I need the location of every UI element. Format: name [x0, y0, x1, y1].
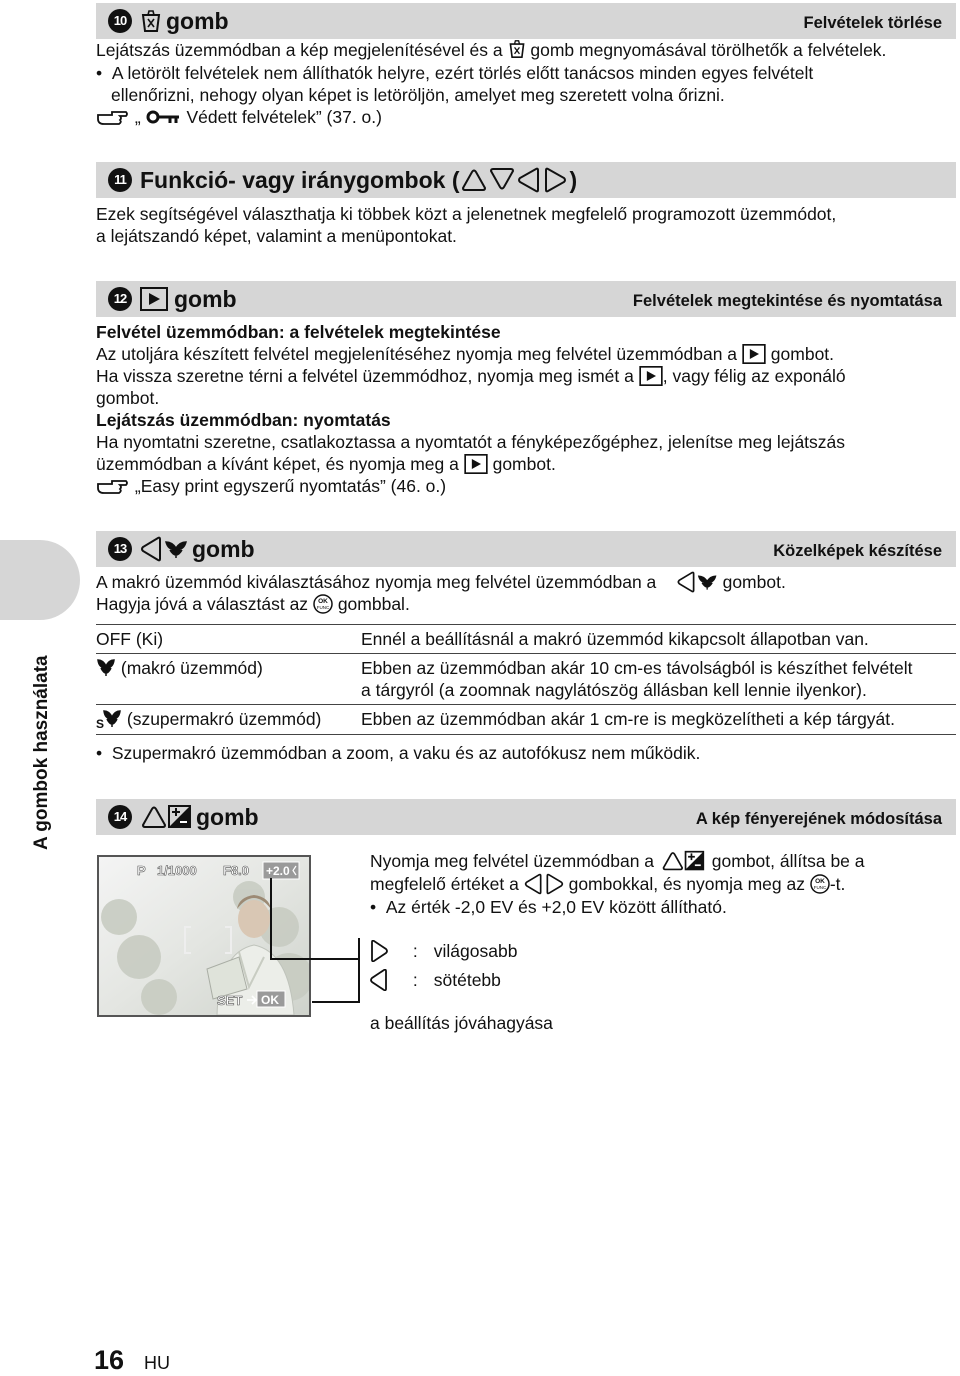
page-number: 16 — [94, 1345, 125, 1375]
subheading: Lejátszás üzemmódban: nyomtatás — [96, 410, 391, 430]
paragraph: üzemmódban a kívánt képet, és nyomja meg a gombot. — [96, 454, 556, 474]
confirm-caption: a beállítás jóváhagyása — [370, 1013, 553, 1033]
section-title: Funkció- vagy iránygombok ( ) — [140, 167, 578, 193]
left-arrow-macro-icon — [676, 571, 718, 593]
table-rule — [96, 704, 956, 705]
paragraph: a lejátszandó képet, valamint a menüpontokat. — [96, 226, 457, 246]
paragraph: A makró üzemmód kiválasztásához nyomja meg felvétel üzemmódban a gombot. — [96, 572, 786, 592]
mode-description: Ebben az üzemmódban akár 10 cm-es távolságból is készíthet felvételt a tárgyról (a zoomnak nagylátószög állásban kell lennie ilyenkor). — [361, 658, 913, 700]
svg-text:FUNC: FUNC — [316, 604, 330, 610]
ev-readout: +2.0 — [266, 864, 290, 878]
right-arrow-icon — [370, 940, 388, 962]
aperture-readout: F8.0 — [223, 863, 250, 878]
section-14-header — [96, 799, 956, 835]
super-macro-icon — [96, 709, 122, 729]
playback-icon — [742, 344, 766, 364]
bullet-icon: • — [96, 63, 103, 83]
section-13-header — [96, 531, 956, 567]
up-arrow-exposure-icon — [140, 804, 192, 830]
section-title: gomb — [140, 534, 255, 564]
paragraph: Ezek segítségével választhatja ki többek közt a jelenetnek megfelelő programozott üzemmódot, — [96, 204, 837, 224]
table-top-rule — [96, 624, 956, 625]
left-arrow-icon — [370, 969, 388, 991]
playback-icon — [639, 366, 663, 386]
section-subtitle: Felvételek törlése — [803, 14, 942, 32]
ok-label: OK — [261, 993, 279, 1007]
callout-line — [312, 1001, 360, 1003]
mode-readout: P — [137, 863, 146, 878]
section-title: gomb — [140, 6, 229, 36]
ok-func-icon — [810, 874, 830, 894]
bullet-item: • A letörölt felvételek nem állíthatók helyre, ezért törlés előtt tanácsos minden egyes felvételt — [96, 63, 814, 83]
table-rule — [96, 653, 956, 654]
paragraph: gombot. — [96, 388, 160, 408]
left-right-arrows-icon — [524, 873, 564, 895]
paragraph: Az utoljára készített felvétel megjelenítéséhez nyomja meg felvétel üzemmódban a gombot. — [96, 344, 835, 364]
up-arrow-exposure-icon — [659, 850, 707, 872]
subheading: Felvétel üzemmódban: a felvételek megtekintése — [96, 322, 501, 342]
svg-text:FUNC: FUNC — [813, 884, 827, 890]
section-12-header — [96, 281, 956, 317]
bullet-item: • Az érték -2,0 EV és +2,0 EV között állítható. — [370, 897, 727, 917]
mode-label: OFF (Ki) — [96, 629, 164, 649]
paragraph: Lejátszás üzemmódban a kép megjelenítésével és a gomb megnyomásával törölhetők a felvételek. — [96, 40, 887, 60]
mode-label: (makró üzemmód) — [96, 657, 263, 679]
playback-icon — [464, 454, 488, 474]
playback-icon — [140, 287, 168, 311]
section-subtitle: A kép fényerejének módosítása — [695, 810, 942, 828]
arrow-buttons-icon — [460, 167, 570, 193]
svg-text:OK: OK — [318, 597, 328, 605]
left-arrow-macro-icon — [140, 536, 188, 562]
section-number: 10 — [108, 9, 132, 33]
bullet-continuation: ellenőrizni, nehogy olyan képet is letöröljön, amelyet meg szeretett volna őrizni. — [111, 85, 725, 105]
key-icon — [146, 108, 182, 126]
page-language: HU — [144, 1353, 170, 1373]
section-number: 12 — [108, 287, 132, 311]
pointing-hand-icon — [96, 107, 130, 127]
mode-description: Ebben az üzemmódban akár 1 cm-re is megközelítheti a kép tárgyát. — [361, 709, 896, 729]
section-number: 11 — [108, 168, 132, 192]
trash-icon — [140, 9, 162, 33]
cross-reference: „Easy print egyszerű nyomtatás” (46. o.) — [96, 475, 446, 497]
camera-screen-image — [97, 855, 311, 1017]
table-bottom-rule — [96, 734, 956, 735]
bullet-icon: • — [96, 743, 103, 763]
section-10-header — [96, 3, 956, 39]
paragraph: Ha nyomtatni szeretne, csatlakoztassa a nyomtatót a fényképezőgéphez, jelenítse meg lejátszás — [96, 432, 846, 452]
section-11-header — [96, 162, 956, 198]
set-label: SET — [217, 993, 243, 1008]
paragraph: Hagyja jóvá a választást az OK FUNC gombbal. — [96, 594, 410, 614]
callout-line — [270, 958, 358, 960]
bullet-icon: • — [370, 897, 377, 917]
paragraph: megfelelő értéket a gombokkal, és nyomja meg az OK FUNC -t. — [370, 874, 846, 894]
section-title: gomb — [140, 802, 259, 832]
section-subtitle: Közelképek készítése — [773, 542, 942, 560]
paragraph: Ha vissza szeretne térni a felvétel üzemmódhoz, nyomja meg ismét a , vagy félig az exponáló — [96, 366, 846, 386]
key-legend-left: : sötétebb — [370, 969, 501, 991]
callout-line — [270, 878, 272, 958]
bullet-item: • Szupermakró üzemmódban a zoom, a vaku és az autofókusz nem működik. — [96, 743, 701, 763]
svg-text:S: S — [96, 716, 105, 729]
section-number: 13 — [108, 537, 132, 561]
trash-icon — [508, 39, 526, 59]
pointing-hand-icon — [96, 476, 130, 496]
section-title: gomb — [140, 284, 237, 314]
shutter-readout: 1/1000 — [157, 863, 197, 878]
section-subtitle: Felvételek megtekintése és nyomtatása — [632, 292, 942, 310]
mode-label: S (szupermakró üzemmód) — [96, 709, 322, 729]
ok-func-icon — [313, 594, 333, 614]
svg-text:OK: OK — [814, 877, 825, 885]
cross-reference: „ Védett felvételek” (37. o.) — [96, 106, 382, 128]
callout-line — [358, 938, 360, 1002]
camera-lcd-preview — [99, 857, 309, 1015]
macro-icon — [96, 658, 116, 678]
side-label: A gombok használata — [31, 655, 52, 850]
key-legend-right: : világosabb — [370, 940, 517, 962]
section-number: 14 — [108, 805, 132, 829]
mode-description: Ennél a beállításnál a makró üzemmód kikapcsolt állapotban van. — [361, 629, 869, 649]
side-tab — [0, 540, 80, 620]
paragraph: Nyomja meg felvétel üzemmódban a gombot, állítsa be a — [370, 851, 865, 871]
